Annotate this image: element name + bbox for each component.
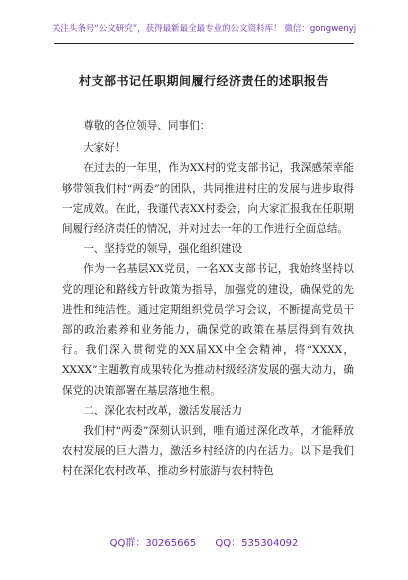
footer (0, 534, 408, 549)
header-banner: 关注头条号“公文研究”，获得最新最全最专业的公文资料库！ 微信：gongwenyj (51, 24, 357, 34)
header-divider (54, 43, 354, 44)
paragraph: 我们村“两委”深刻认识到，唯有通过深化改革，才能释放农村发展的巨大潜力，激活乡村经济的内在活力。以下是我们村在深化农村改革、推动乡村旅游与农村特色 (62, 425, 354, 478)
salutation: 尊敬的各位领导、同事们： (83, 120, 211, 132)
footer-qq-group: QQ群：30265665 (109, 538, 197, 549)
document-title: 村支部书记任职期间履行经济责任的述职报告 (78, 74, 329, 88)
section-heading: 二、深化农村改革，激活发展活力 (83, 404, 243, 417)
paragraph: 作为一名基层XX党员，一名XX支部书记，我始终坚持以党的理论和路线方针政策为指导，加强党的建设，确保党的先进性和纯洁性。通过定期组织党员学习会议，不断提高党员干部的政治素养和业务能力，确保党的政策在基层得到有效执行。我们深入贯彻党的XX届XX中全会精神，将“XXXX，XXXX”主题教育成果转化为推动村级经济发展的强大动力，确保党的决策部署在基层落地生根。 (62, 263, 354, 397)
greeting: 大家好！ (83, 142, 126, 155)
document-body (62, 116, 354, 482)
section-heading: 一、坚持党的领导，强化组织建设 (83, 243, 243, 256)
paragraph: 在过去的一年里，作为XX村的党支部书记，我深感荣幸能够带领我们村“两委”的团队，共同推进村庄的发展与进步取得一定成效。在此，我谨代表XX村委会，向大家汇报我在任职期间履行经济责任的情况，并对过去一年的工作进行全面总结。 (62, 162, 354, 236)
footer-qq: QQ：535304092 (215, 538, 299, 549)
